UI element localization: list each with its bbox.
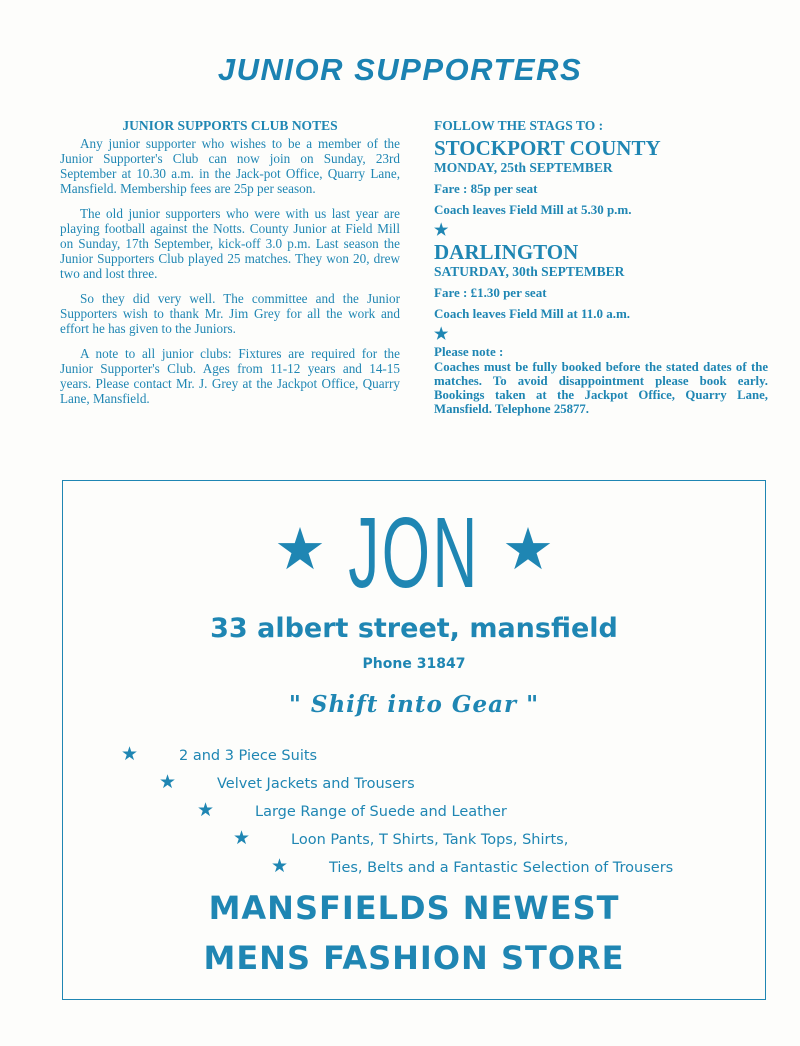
jon-advertisement: [62, 480, 766, 1000]
shop-phone: Phone 31847: [362, 656, 466, 672]
feature-item: [159, 771, 415, 793]
trip-coach-time: Coach leaves Field Mill at 5.30 p.m.: [434, 202, 632, 217]
star-icon: ★: [274, 517, 326, 582]
feature-item: [197, 799, 507, 821]
feature-text: Velvet Jackets and Trousers: [217, 776, 415, 792]
club-notes-paragraph: Any junior supporter who wishes to be a member of the Junior Supporter's Club can now join on Sunday, 23rd September at 10.30 a.m. in the Jack-pot Office, Quarry Lane, Mansfield. Membership fees are 25p per season.: [60, 136, 400, 196]
star-icon: ★: [159, 771, 177, 793]
star-icon: ★: [197, 799, 215, 821]
trip-team: DARLINGTON: [434, 240, 579, 264]
star-icon: ★: [233, 827, 251, 849]
note-body: Coaches must be fully booked before the stated dates of the matches. To avoid disappointment please book early. Bookings taken at the Jackpot Office, Quarry Lane, Mansfield. Telephone 25877.: [434, 360, 768, 416]
star-icon: ★: [502, 517, 554, 582]
club-notes-paragraph: So they did very well. The committee and the Junior Supporters wish to thank Mr. Jim Grey for all the work and effort he has given to the Juniors.: [60, 291, 400, 336]
club-notes-heading: JUNIOR SUPPORTS CLUB NOTES: [122, 118, 338, 133]
away-travel-column: [434, 118, 768, 416]
ad-title: [63, 497, 765, 609]
club-notes-paragraph: The old junior supporters who were with us last year are playing football against the Notts. County Junior at Field Mill on Sunday, 17th September, kick-off 3.0 p.m. Last season the Junior Supporters Club played 25 matches. They won 20, drew two and lost three.: [60, 206, 400, 281]
trip-coach-time: Coach leaves Field Mill at 11.0 a.m.: [434, 306, 631, 321]
tagline-line-2: MENS FASHION STORE: [203, 939, 625, 977]
shop-address: 33 albert street, mansfield: [210, 613, 618, 644]
trip-fare: Fare : £1.30 per seat: [434, 285, 547, 300]
note-label: Please note :: [434, 344, 504, 359]
shop-name: JON: [348, 497, 480, 609]
feature-text: Loon Pants, T Shirts, Tank Tops, Shirts,: [291, 832, 569, 848]
trip-date: SATURDAY, 30th SEPTEMBER: [434, 264, 625, 279]
page-title: JUNIOR SUPPORTERS: [217, 52, 583, 87]
star-icon: ★: [434, 326, 449, 343]
star-icon: ★: [121, 743, 139, 765]
feature-text: Large Range of Suede and Leather: [255, 804, 507, 820]
trip-team: STOCKPORT COUNTY: [434, 136, 661, 160]
feature-text: 2 and 3 Piece Suits: [179, 748, 318, 764]
tagline-line-1: MANSFIELDS NEWEST: [208, 889, 620, 927]
club-notes-column: [60, 118, 400, 416]
trip-fare: Fare : 85p per seat: [434, 181, 538, 196]
shop-slogan: " Shift into Gear ": [288, 691, 540, 718]
club-notes-paragraph: A note to all junior clubs: Fixtures are required for the Junior Supporter's Club. Ages from 11-12 years and 14-15 years. Please contact Mr. J. Grey at the Jackpot Office, Quarry Lane, Mansfield.: [60, 346, 400, 406]
feature-item: [271, 855, 673, 877]
feature-item: [121, 743, 317, 765]
feature-item: [233, 827, 568, 849]
travel-heading: FOLLOW THE STAGS TO :: [434, 118, 604, 133]
star-icon: ★: [271, 855, 289, 877]
star-icon: ★: [434, 222, 449, 239]
feature-text: Ties, Belts and a Fantastic Selection of Trousers: [329, 860, 674, 876]
trip-date: MONDAY, 25th SEPTEMBER: [434, 160, 613, 175]
